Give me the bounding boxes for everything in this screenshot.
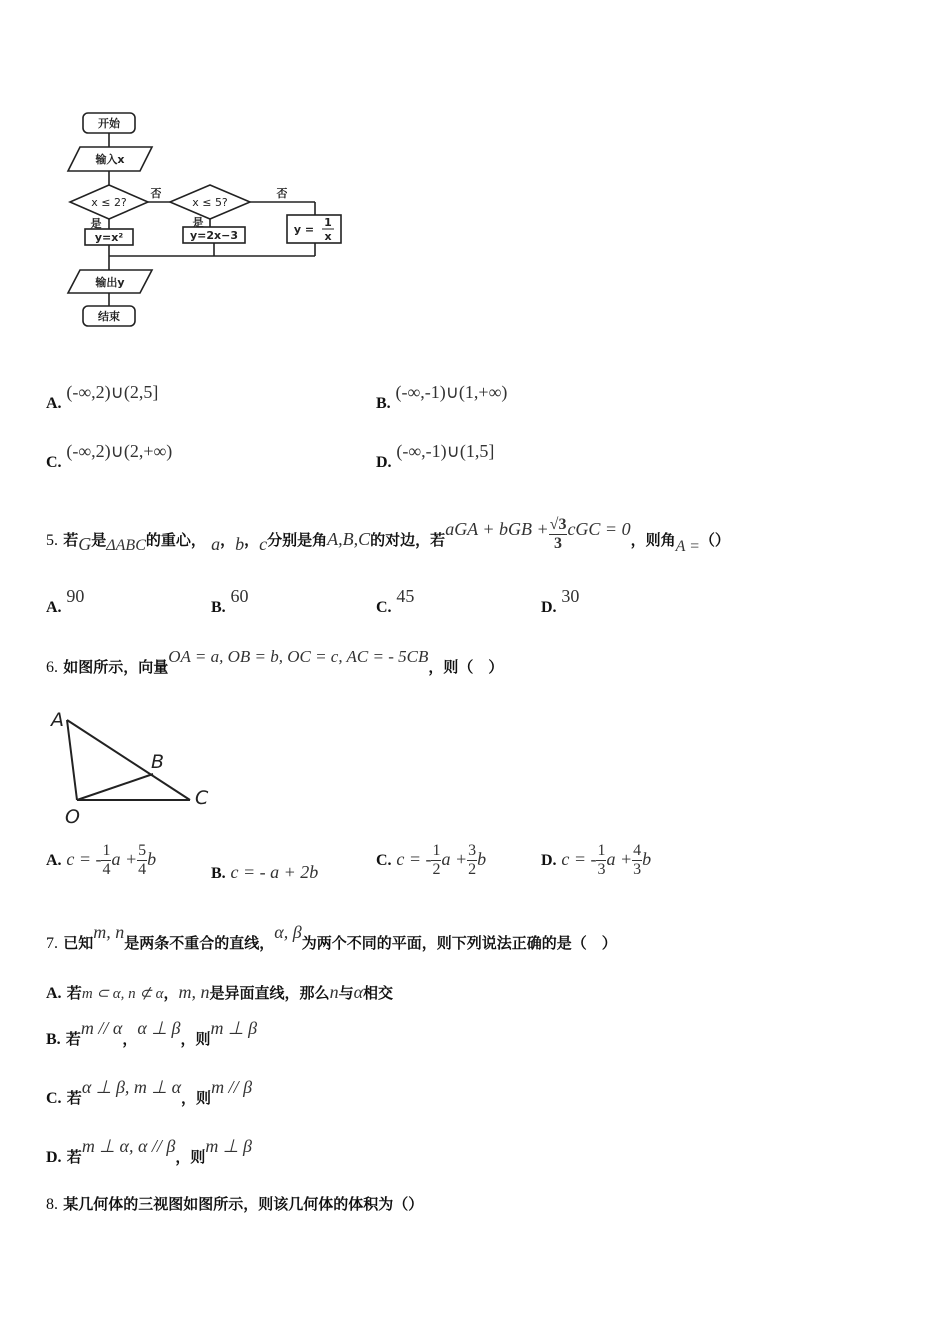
option-math: (-∞,-1)∪(1,+∞) [395, 382, 508, 402]
question-6 [46, 647, 504, 677]
q6-eq: OA = a, OB = b, OC = c, AC = - 5CB [168, 647, 429, 666]
q6-options-0-post: b [147, 849, 157, 869]
q6-options-0-d2: 4 [138, 861, 147, 878]
q7-ab: α, β [274, 922, 302, 942]
q6-options-1-label: B. [211, 865, 226, 882]
q7-options-0-m1: m ⊂ α, n ⊄ α [81, 986, 164, 1002]
q7-options-2-t1: 若 [66, 1089, 82, 1107]
q6-options-0-d1: 4 [102, 861, 111, 878]
option-math: (-∞,2)∪(2,5] [66, 382, 159, 402]
option-math: (-∞,-1)∪(1,5] [396, 441, 495, 461]
q5-t6: ，则角 [630, 531, 676, 549]
q5-option-a[interactable] [46, 586, 85, 617]
q6-t1: 如图所示，向量 [63, 658, 169, 676]
box3-lhs: y = [293, 223, 315, 236]
q5-eq2: cGC = 0 [567, 519, 631, 539]
option-label: B. [376, 395, 391, 412]
option-label: A. [46, 395, 62, 412]
q5-option-c[interactable] [376, 586, 415, 617]
q4-option-a[interactable] [46, 382, 159, 413]
q6-options-3-n2: 4 [633, 842, 642, 859]
q7-options-1-m1: m // α [80, 1018, 123, 1038]
q4-option-d[interactable] [376, 441, 495, 472]
q7-options-3-label: D. [46, 1149, 62, 1166]
q7-options-3-m1: m ⊥ α, α // β [81, 1136, 176, 1156]
no-label-2: 否 [276, 187, 288, 200]
q6-options-1-text: c = - a + 2b [230, 862, 319, 882]
q6-options-2-pre: c = - [396, 849, 432, 869]
q5-sqrt: √3 [549, 516, 567, 533]
q5-eq1: aGA + bGB + [445, 519, 549, 539]
q6-options-0-pre: c = - [66, 849, 102, 869]
q5-b: b [235, 534, 245, 554]
q5-t7: （） [699, 531, 730, 549]
q6-options-3-pre: c = - [561, 849, 597, 869]
point-a-label: A [51, 709, 64, 731]
q5-den: 3 [554, 535, 563, 552]
q7-options-2-label: C. [46, 1090, 62, 1107]
q7-option-d[interactable] [46, 1136, 253, 1167]
q5-c2: ， [244, 531, 260, 549]
q6-options-3-label: D. [541, 852, 557, 869]
end-label: 结束 [98, 310, 120, 323]
q7-number: 7. [46, 935, 58, 952]
q7-options-3-m3: m ⊥ β [205, 1136, 253, 1156]
q6-options-3-d2: 3 [633, 861, 642, 878]
q6-options-2-d1: 2 [432, 861, 441, 878]
start-label: 开始 [98, 117, 120, 130]
q7-options-0-t3: 是异面直线，那么 [209, 984, 330, 1002]
q7-options-1-t1: 若 [65, 1030, 81, 1048]
q6-options-0-mid: a + [111, 849, 138, 869]
q7-options-0-t1: 若 [66, 984, 82, 1002]
q5-options-2-label: C. [376, 599, 392, 616]
q6-options-2-n2: 3 [468, 842, 477, 859]
question-7 [46, 922, 617, 953]
question-8 [46, 1193, 423, 1214]
flowchart [60, 105, 360, 355]
q7-options-0-m3: n [329, 982, 339, 1002]
q6-options-2-n1: 1 [432, 842, 441, 859]
q8-text: 某几何体的三视图如图所示，则该几何体的体积为（） [63, 1195, 424, 1213]
point-c-label: C [195, 787, 209, 809]
q5-t2: 是 [91, 531, 107, 549]
q5-ABC: A,B,C [327, 529, 371, 549]
q7-options-0-t5: 相交 [363, 984, 394, 1002]
q5-G: G [78, 534, 92, 554]
output-label: 输出y [95, 276, 125, 289]
q7-options-1-t2: ， [122, 1030, 138, 1048]
q5-c: c [259, 534, 268, 554]
q6-options-3-d1: 3 [597, 861, 606, 878]
q6-options-3-post: b [642, 849, 652, 869]
q7-option-b[interactable] [46, 1018, 258, 1049]
q5-option-b[interactable] [211, 586, 249, 617]
q6-options-2-post: b [477, 849, 487, 869]
q7-options-2-m3: m // β [211, 1077, 253, 1097]
q5-A: A = [675, 538, 700, 555]
q7-options-1-m3: m ⊥ β [210, 1018, 258, 1038]
point-o-label: O [65, 806, 80, 828]
yes-label-2: 是 [192, 216, 204, 229]
q5-c1: ， [220, 531, 236, 549]
q7-t2: 是两条不重合的直线， [124, 934, 275, 952]
question-5 [46, 516, 730, 559]
q7-options-3-t1: 若 [66, 1148, 82, 1166]
box3-num: 1 [324, 216, 332, 229]
q5-number: 5. [46, 532, 58, 549]
point-b-label: B [151, 751, 165, 773]
q5-a: a [211, 534, 221, 554]
q5-options-2-text: 45 [396, 586, 415, 606]
q7-options-0-t2: ， [163, 984, 179, 1002]
option-label: C. [46, 454, 62, 471]
q6-options-2-label: C. [376, 852, 392, 869]
q5-tri: ΔABC [106, 537, 146, 554]
q7-t3: 为两个不同的平面，则下列说法正确的是（ ） [301, 934, 617, 952]
q5-options-0-label: A. [46, 599, 62, 616]
box3-den: x [324, 230, 332, 243]
q7-options-2-t3: ，则 [181, 1089, 212, 1107]
q5-options-3-label: D. [541, 599, 557, 616]
q8-number: 8. [46, 1196, 58, 1213]
option-math: (-∞,2)∪(2,+∞) [66, 441, 173, 461]
q6-options-3-n1: 1 [597, 842, 606, 859]
box2-label: y=2x−3 [189, 229, 239, 242]
triangle-figure [45, 708, 220, 828]
q6-options-0-n1: 1 [102, 842, 111, 859]
q6-options-2-d2: 2 [468, 861, 477, 878]
q7-options-2-m1: α ⊥ β, m ⊥ α [81, 1077, 182, 1097]
q5-options-1-text: 60 [230, 586, 249, 606]
q7-option-a[interactable] [46, 982, 393, 1003]
q6-number: 6. [46, 659, 58, 676]
q4-option-c[interactable] [46, 441, 173, 472]
q5-options-0-text: 90 [66, 586, 85, 606]
q6-option-b[interactable] [211, 862, 318, 883]
q6-options-0-label: A. [46, 852, 62, 869]
q7-t1: 已知 [63, 934, 94, 952]
q7-option-c[interactable] [46, 1077, 253, 1108]
q7-options-0-label: A. [46, 985, 62, 1002]
q6-option-c[interactable] [376, 842, 486, 879]
q7-options-0-t4: 与 [338, 984, 354, 1002]
yes-label-1: 是 [90, 217, 102, 230]
q7-options-1-label: B. [46, 1031, 61, 1048]
q5-t4: 分别是角 [267, 531, 328, 549]
box1-label: y=x² [94, 231, 124, 244]
option-label: D. [376, 454, 392, 471]
input-label: 输入x [95, 153, 125, 166]
q5-t5: 的对边，若 [370, 531, 446, 549]
q7-options-3-t3: ，则 [175, 1148, 206, 1166]
q6-option-d[interactable] [541, 842, 651, 879]
q7-options-0-m4: α [353, 982, 364, 1002]
cond1-label: x ≤ 2? [91, 196, 127, 209]
q6-options-3-mid: a + [606, 849, 633, 869]
q6-options-0-n2: 5 [138, 842, 147, 859]
q4-option-b[interactable] [376, 382, 508, 413]
q5-option-d[interactable] [541, 586, 580, 617]
q6-t2: ，则（ ） [428, 658, 504, 676]
q5-options-3-text: 30 [561, 586, 580, 606]
q5-t3: 的重心， [145, 531, 206, 549]
q5-t1: 若 [63, 531, 79, 549]
q7-mn: m, n [93, 922, 125, 942]
cond2-label: x ≤ 5? [192, 196, 228, 209]
q7-options-0-m2: m, n [178, 982, 210, 1002]
q7-options-1-t3: ，则 [180, 1030, 211, 1048]
q6-option-a[interactable] [46, 842, 156, 879]
q5-options-1-label: B. [211, 599, 226, 616]
q6-options-2-mid: a + [441, 849, 468, 869]
no-label-1: 否 [150, 187, 162, 200]
q7-options-1-m2: α ⊥ β [137, 1018, 181, 1038]
